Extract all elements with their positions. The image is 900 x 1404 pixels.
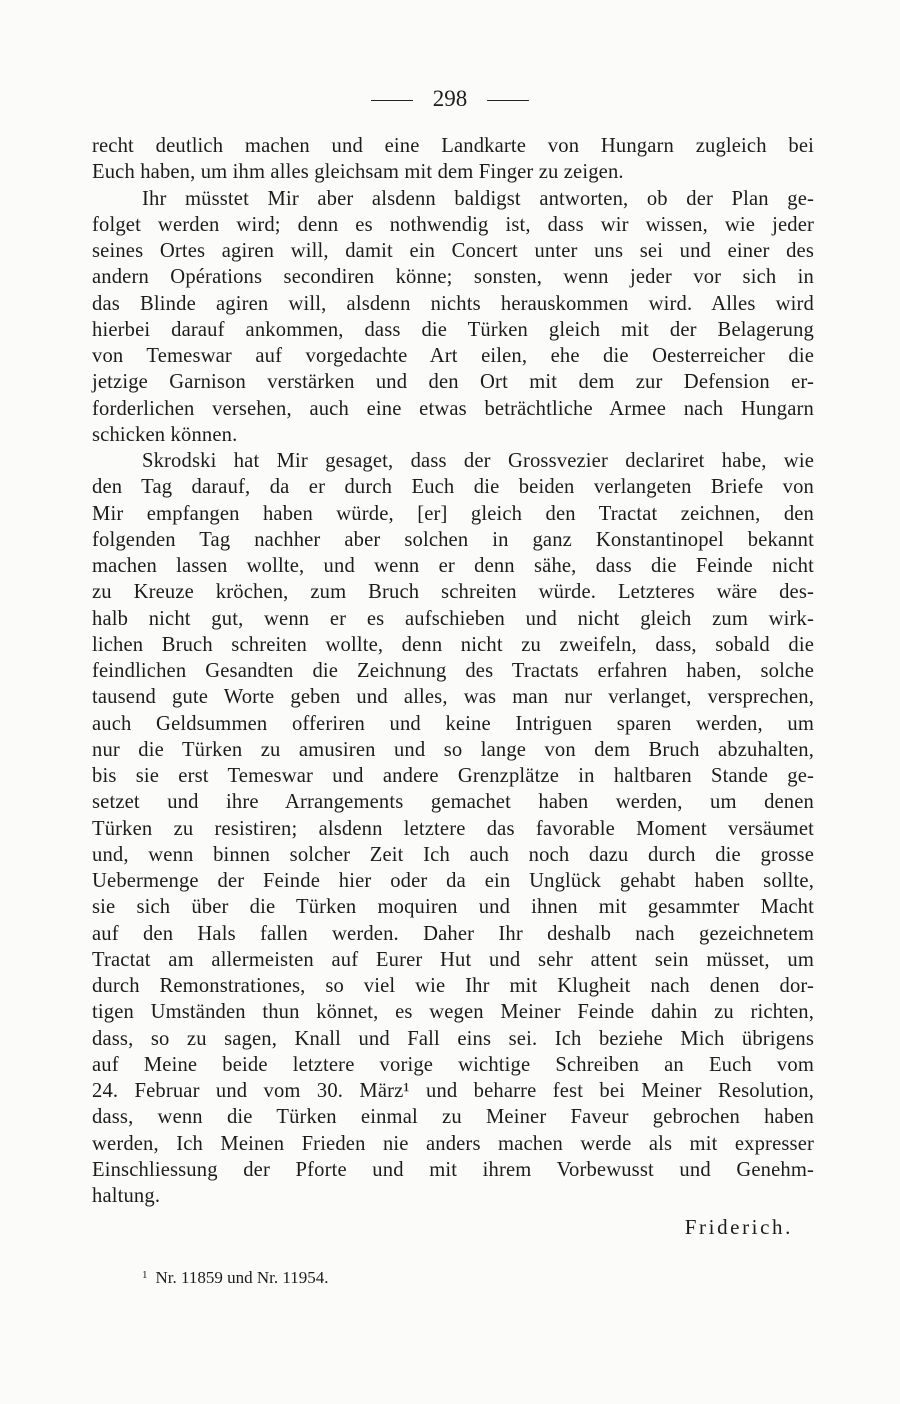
text-line: seines Ortes agiren will, damit ein Concert unter uns sei und einer des <box>92 240 814 262</box>
text-line: durch Remonstrationes, so viel wie Ihr mit Klugheit nach denen dor- <box>92 975 814 997</box>
text-line: den Tag darauf, da er durch Euch die beiden verlangeten Briefe von <box>92 476 814 499</box>
text-line: setzet und ihre Arrangements gemachet haben werden, um denen <box>92 791 814 814</box>
text-line: Euch haben, um ihm alles gleichsam mit dem Finger zu zeigen. <box>92 161 624 184</box>
header-rule-right <box>487 100 529 101</box>
text-line: dass, so zu sagen, Knall und Fall eins sei. Ich beziehe Mich übrigens <box>92 1027 814 1050</box>
text-line: das Blinde agiren will, alsdenn nichts herauskommen wird. Alles wird <box>92 292 814 315</box>
text-line: haltung. <box>92 1185 161 1207</box>
text-line: hierbei darauf ankommen, dass die Türken gleich mit der Belagerung <box>92 318 814 341</box>
text-line: forderlichen versehen, auch eine etwas beträchtliche Armee nach Hungarn <box>92 397 814 420</box>
text-line: tigen Umständen thun könnet, es wegen Meiner Feinde dahin zu richten, <box>92 1001 814 1024</box>
text-line: halb nicht gut, wenn er es aufschieben und nicht gleich zum wirk- <box>92 607 814 630</box>
text-line: 24. Februar und vom 30. März¹ und beharre fest bei Meiner Resolution, <box>92 1080 814 1102</box>
text-line: folgenden Tag nachher aber solchen in ganz Konstantinopel bekannt <box>92 528 814 551</box>
footnote-marker: 1 <box>142 1269 148 1281</box>
text-line: machen lassen wollte, und wenn er denn sähe, dass die Feinde nicht <box>92 555 814 577</box>
text-line: und, wenn binnen solcher Zeit Ich auch noch dazu durch die grosse <box>92 843 814 866</box>
header-rule-left <box>371 100 413 101</box>
text-line: Einschliessung der Pforte und mit ihrem Vorbewusst und Genehm- <box>92 1158 814 1181</box>
text-line: jetzige Garnison verstärken und den Ort mit dem zur Defension er- <box>92 371 814 394</box>
text-line: werden, Ich Meinen Frieden nie anders machen werde als mit expresser <box>92 1132 814 1155</box>
text-line: Türken zu resistiren; alsdenn letztere das favorable Moment versäumet <box>92 817 814 840</box>
text-line: auf Meine beide letztere vorige wichtige Schreiben an Euch vom <box>92 1053 814 1076</box>
letter-body <box>92 133 814 1209</box>
text-line: folget werden wird; denn es nothwendig ist, dass wir wissen, wie jeder <box>92 213 814 236</box>
page-header <box>0 84 900 114</box>
text-line: Tractat am allermeisten auf Eurer Hut und sehr attent sein müsset, um <box>92 948 814 971</box>
text-line: dass, wenn die Türken einmal zu Meiner Faveur gebrochen haben <box>92 1106 814 1129</box>
text-line: Mir empfangen haben würde, [er] gleich den Tractat zeichnen, den <box>92 502 814 525</box>
text-line: Skrodski hat Mir gesaget, dass der Grossvezier declariret habe, wie <box>142 450 814 472</box>
text-line: Uebermenge der Feinde hier oder da ein Unglück gehabt haben sollte, <box>92 870 814 892</box>
text-line: schicken können. <box>92 423 238 446</box>
text-line: bis sie erst Temeswar und andere Grenzplätze in haltbaren Stande ge- <box>92 765 814 787</box>
text-line: von Temeswar auf vorgedachte Art eilen, ehe die Oesterreicher die <box>92 345 814 367</box>
text-line: recht deutlich machen und eine Landkarte von Hungarn zugleich bei <box>92 135 814 157</box>
footnote <box>142 1264 329 1289</box>
text-line: andern Opérations secondiren könne; sonsten, wenn jeder vor sich in <box>92 266 814 289</box>
signature: Friderich. <box>684 1215 793 1239</box>
text-line: zu Kreuze kröchen, zum Bruch schreiten würde. Letzteres wäre des- <box>92 581 814 604</box>
text-line: feindlichen Gesandten die Zeichnung des Tractats erfahren haben, solche <box>92 660 814 682</box>
footnote-text: Nr. 11859 und Nr. 11954. <box>155 1268 329 1287</box>
text-line: sie sich über die Türken moquiren und ihnen mit gesammter Macht <box>92 896 814 919</box>
text-line: Ihr müsstet Mir aber alsdenn baldigst antworten, ob der Plan ge- <box>142 187 814 210</box>
text-line: auf den Hals fallen werden. Daher Ihr deshalb nach gezeichnetem <box>92 922 814 945</box>
text-line: lichen Bruch schreiten wollte, denn nicht zu zweifeln, dass, sobald die <box>92 633 814 656</box>
text-line: nur die Türken zu amusiren und so lange von dem Bruch abzuhalten, <box>92 738 814 761</box>
text-line: auch Geldsummen offeriren und keine Intriguen sparen werden, um <box>92 712 814 735</box>
text-line: tausend gute Worte geben und alles, was man nur verlanget, versprechen, <box>92 686 814 709</box>
page-number: 298 <box>432 86 468 111</box>
